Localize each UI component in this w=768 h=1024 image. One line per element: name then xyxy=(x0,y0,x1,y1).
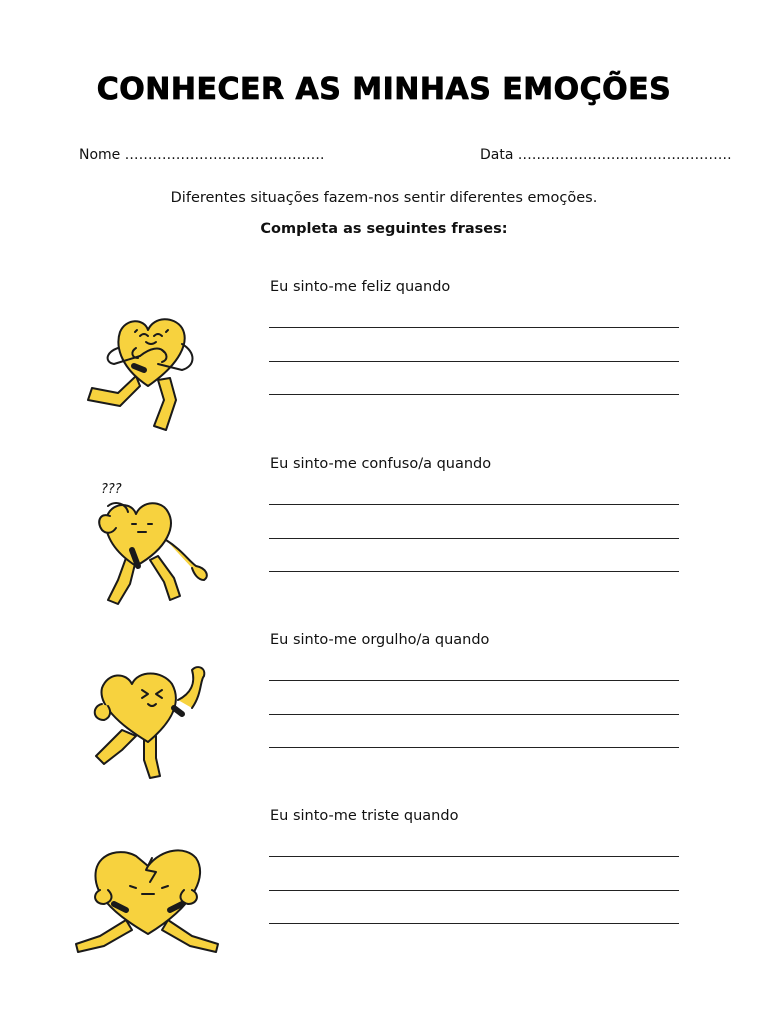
date-dots: .............................................. xyxy=(517,147,732,163)
question-marks: ??? xyxy=(101,482,122,497)
answer-line[interactable] xyxy=(269,327,679,328)
answer-line[interactable] xyxy=(269,714,679,715)
name-field[interactable] xyxy=(79,147,325,163)
intro-text: Diferentes situações fazem-nos sentir diferentes emoções. xyxy=(170,190,598,206)
answer-line[interactable] xyxy=(269,538,679,539)
prompt-sad: Eu sinto-me triste quando xyxy=(270,808,459,824)
prompt-proud: Eu sinto-me orgulho/a quando xyxy=(270,632,490,648)
proud-heart-icon xyxy=(82,660,222,790)
sad-heart-icon xyxy=(70,840,230,960)
answer-line[interactable] xyxy=(269,923,679,924)
page-title: CONHECER AS MINHAS EMOÇÕES xyxy=(96,72,672,107)
answer-line[interactable] xyxy=(269,394,679,395)
answer-line[interactable] xyxy=(269,890,679,891)
date-label: Data xyxy=(480,147,514,163)
answer-line[interactable] xyxy=(269,504,679,505)
name-dots: ........................................... xyxy=(124,147,325,163)
answer-line[interactable] xyxy=(269,856,679,857)
answer-line[interactable] xyxy=(269,680,679,681)
prompt-confused: Eu sinto-me confuso/a quando xyxy=(270,456,492,472)
name-label: Nome xyxy=(79,147,121,163)
happy-heart-icon xyxy=(78,308,218,438)
answer-line[interactable] xyxy=(269,571,679,572)
date-field[interactable] xyxy=(480,147,732,163)
prompt-happy: Eu sinto-me feliz quando xyxy=(270,279,451,295)
answer-line[interactable] xyxy=(269,747,679,748)
instruction-text: Completa as seguintes frases: xyxy=(260,221,508,237)
answer-line[interactable] xyxy=(269,361,679,362)
confused-heart-icon xyxy=(78,494,218,614)
